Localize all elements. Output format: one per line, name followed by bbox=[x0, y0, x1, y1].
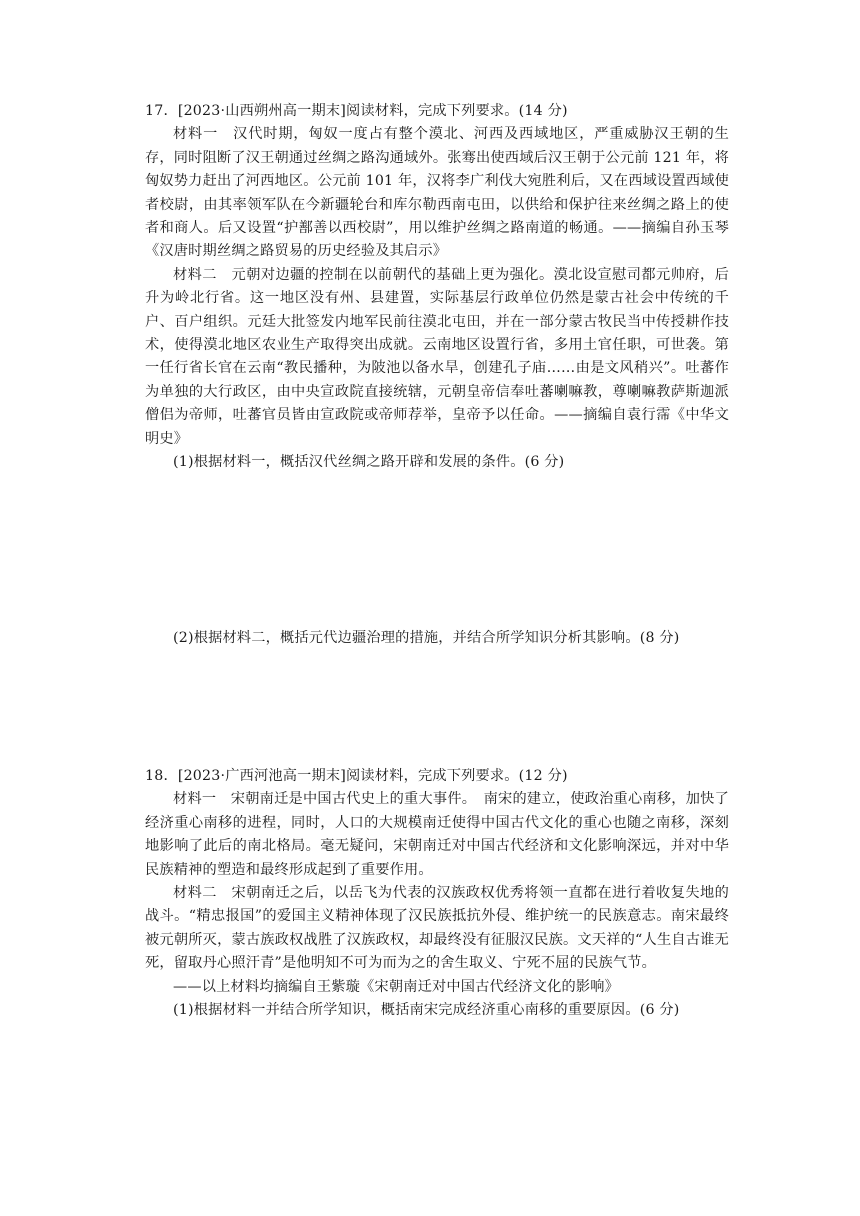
question-18-source: ——以上材料均摘编自王紫璇《宋朝南迁对中国古代经济文化的影响》 bbox=[173, 978, 620, 995]
question-17-title: 17．[2023·山西朔州高一期末]阅读材料，完成下列要求。(14 分) bbox=[145, 103, 568, 119]
answer-space bbox=[145, 650, 729, 765]
question-17-material-2: 材料二 元朝对边疆的控制在以前朝代的基础上更为强化。漠北设宣慰司都元帅府，后升为岭北行省。这一地区没有州、县建置，实际基层行政单位仍然是蒙古社会中传统的千户、百户组织。元廷大批签发内地军民前往漠北屯田，并在一部分蒙古牧民当中传授耕作技术，使得漠北地区农业生产取得突出成就。云南地区设置行省，多用土官任职，可世袭。第一任行省长官在云南“教民播种，为陂池以备水旱，创建孔子庙……由是文风稍兴”。吐蕃作为单独的大行政区，由中央宣政院直接统辖，元朝皇帝信奉吐蕃喇嘛教，尊喇嘛教萨斯迦派僧侣为帝师，吐蕃官员皆由宣政院或帝师荐举，皇帝予以任命。——摘编自袁行霈《中华文明史》 bbox=[145, 266, 729, 447]
question-17-subquestion-1: (1)根据材料一，概括汉代丝绸之路开辟和发展的条件。(6 分) bbox=[173, 454, 565, 471]
question-18-material-2: 材料二 宋朝南迁之后，以岳飞为代表的汉族政权优秀将领一直都在进行着收复失地的战斗。“精忠报国”的爱国主义精神体现了汉民族抵抗外侵、维护统一的民族意志。南宋最终被元朝所灭，蒙古族政权战胜了汉族政权，却最终没有征服汉民族。文天祥的“人生自古谁无死，留取丹心照汗青”是他明知不可为而为之的舍生取义、宁死不屈的民族气节。 bbox=[145, 884, 729, 972]
question-17-subquestion-2: (2)根据材料二，概括元代边疆治理的措施，并结合所学知识分析其影响。(8 分) bbox=[173, 629, 680, 646]
document-page bbox=[145, 100, 729, 1022]
answer-space bbox=[145, 475, 729, 627]
question-18-material-1: 材料一 宋朝南迁是中国古代史上的重大事件。 南宋的建立，使政治重心南移，加快了经济重心南移的进程，同时，人口的大规模南迁使得中国古代文化的重心也随之南移，深刻地影响了此后的南北格局。毫无疑问，宋朝南迁对中国古代经济和文化影响深远，并对中华民族精神的塑造和最终形成起到了重要作用。 bbox=[145, 791, 729, 878]
question-18-subquestion-1: (1)根据材料一并结合所学知识，概括南宋完成经济重心南移的重要原因。(6 分) bbox=[173, 1001, 680, 1018]
question-17-material-1: 材料一 汉代时期，匈奴一度占有整个漠北、河西及西域地区，严重威胁汉王朝的生存，同时阻断了汉王朝通过丝绸之路沟通域外。张骞出使西域后汉王朝于公元前 121 年，将匈奴势力赶出了河西地区。公元前 101 年，汉将李广利伐大宛胜利后，又在西域设置西域使者校尉，由其率领军队在今新疆轮台和库尔勒西南屯田，以供给和保护往来丝绸之路上的使者和商人。后又设置“护鄯善以西校尉”，用以维护丝绸之路南道的畅通。——摘编自孙玉琴《汉唐时期丝绸之路贸易的历史经验及其启示》 bbox=[145, 126, 729, 260]
question-18-title: 18．[2023·广西河池高一期末]阅读材料，完成下列要求。(12 分) bbox=[145, 767, 568, 784]
